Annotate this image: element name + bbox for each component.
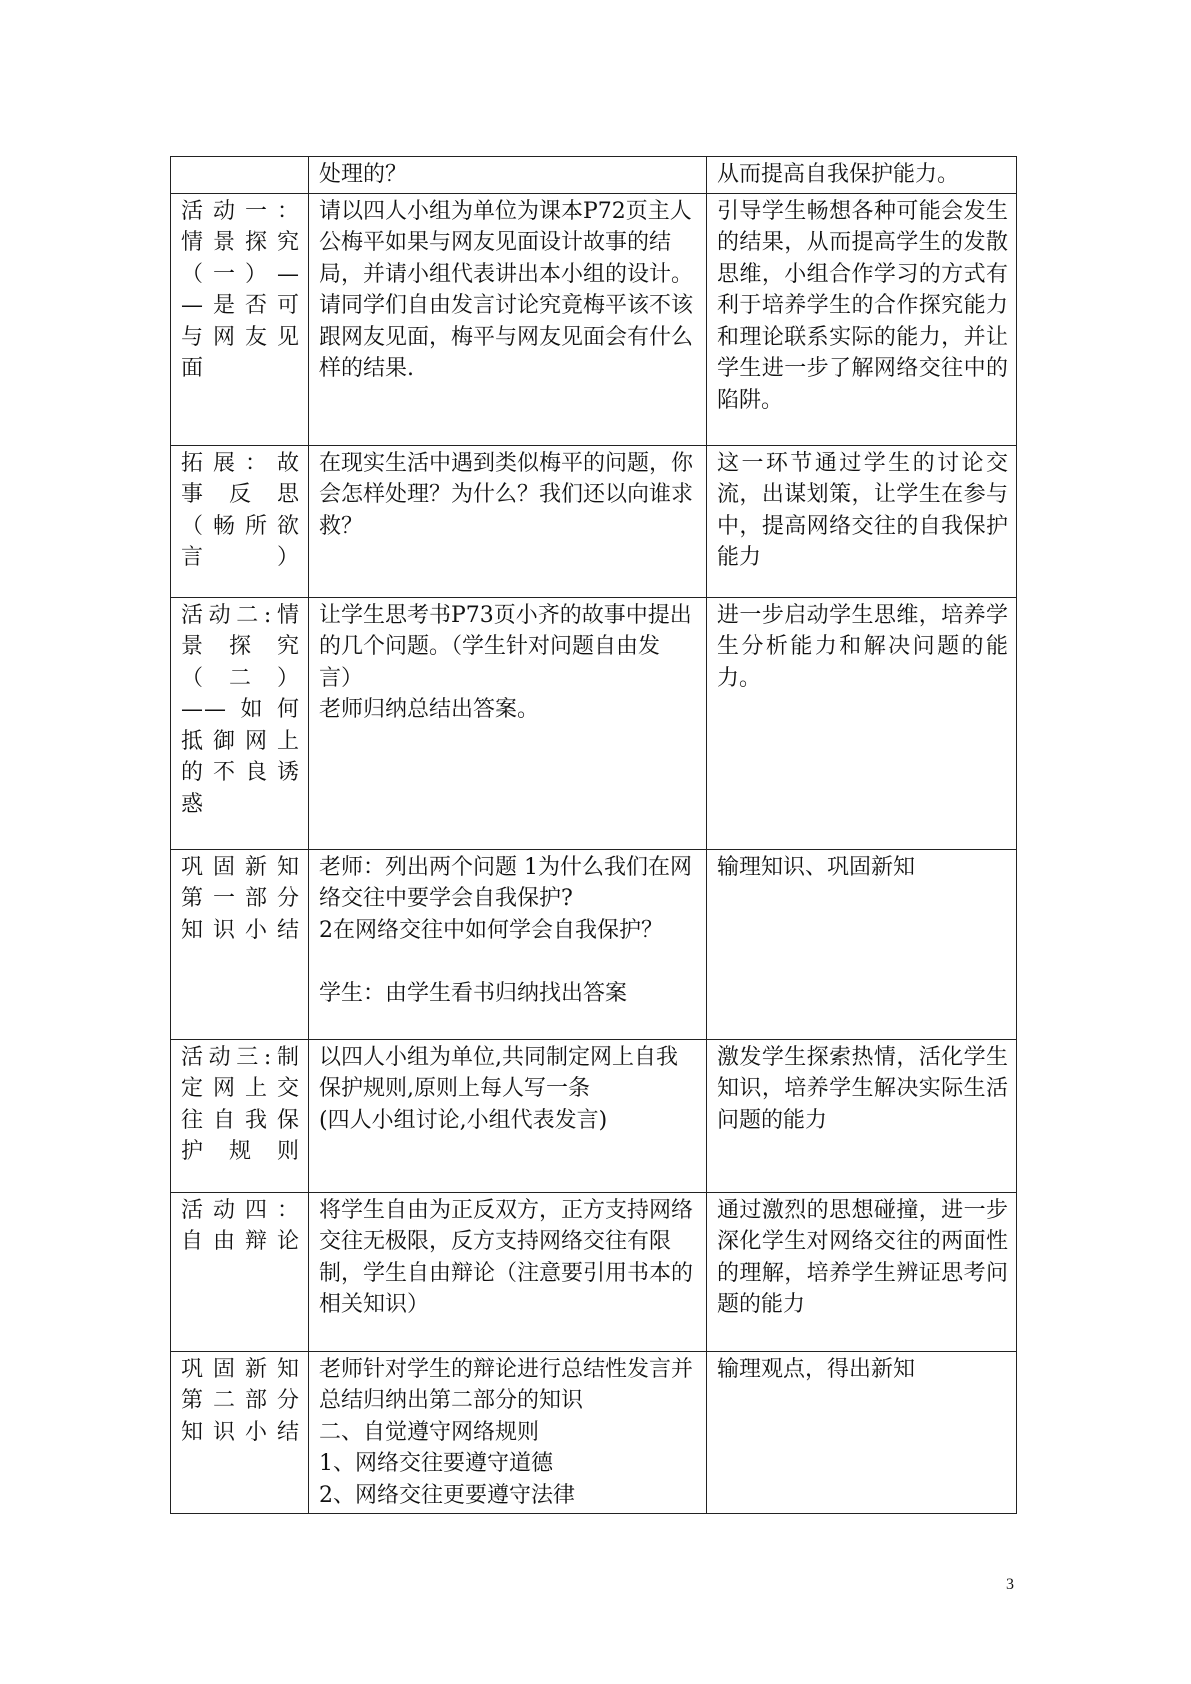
intent-cell: 进一步启动学生思维，培养学生分析能力和解决问题的能力。: [707, 597, 1017, 849]
stage-cell: 巩固新知 第二部分 知识小结: [171, 1351, 309, 1514]
activity-cell: 让学生思考书P73页小齐的故事中提出的几个问题。（学生针对问题自由发言） 老师归纳总结出答案。: [309, 597, 707, 849]
stage-cell: 巩固新知 第一部分 知识小结: [171, 849, 309, 1039]
lesson-plan-table: [170, 156, 1017, 1514]
activity-cell: 请以四人小组为单位为课本P72页主人公梅平如果与网友见面设计故事的结局，并请小组代表讲出本小组的设计。 请同学们自由发言讨论究竟梅平该不该跟网友见面，梅平与网友见面会有什么样的结果.: [309, 193, 707, 445]
stage-cell: 活动四： 自由辩论: [171, 1192, 309, 1351]
table-row: [171, 1192, 1017, 1351]
intent-cell: 激发学生探索热情，活化学生知识，培养学生解决实际生活问题的能力: [707, 1039, 1017, 1192]
stage-cell: 活动三:制 定网上交 往自我保 护规则: [171, 1039, 309, 1192]
activity-cell: 以四人小组为单位,共同制定网上自我保护规则,原则上每人写一条 (四人小组讨论,小组代表发言): [309, 1039, 707, 1192]
intent-cell: 通过激烈的思想碰撞，进一步深化学生对网络交往的两面性的理解，培养学生辨证思考问题的能力: [707, 1192, 1017, 1351]
intent-cell: 输理观点，得出新知: [707, 1351, 1017, 1514]
intent-cell: 引导学生畅想各种可能会发生的结果，从而提高学生的发散思维，小组合作学习的方式有利于培养学生的合作探究能力和理论联系实际的能力，并让学生进一步了解网络交往中的陷阱。: [707, 193, 1017, 445]
table-row: [171, 1351, 1017, 1514]
intent-cell: 从而提高自我保护能力。: [707, 157, 1017, 194]
stage-cell: 拓展：故 事 反 思 （畅所欲 言）: [171, 445, 309, 597]
intent-cell: 这一环节通过学生的讨论交流，出谋划策，让学生在参与中，提高网络交往的自我保护能力: [707, 445, 1017, 597]
activity-cell: 将学生自由为正反双方，正方支持网络交往无极限，反方支持网络交往有限制，学生自由辩论（注意要引用书本的相关知识）: [309, 1192, 707, 1351]
table-row: [171, 445, 1017, 597]
stage-cell: [171, 157, 309, 194]
activity-cell: 在现实生活中遇到类似梅平的问题，你会怎样处理？为什么？我们还以向谁求救？: [309, 445, 707, 597]
table-row: [171, 597, 1017, 849]
stage-cell: 活动二:情 景 探 究 （二） ——如何 抵御网上 的不良诱 惑: [171, 597, 309, 849]
activity-cell: 处理的？: [309, 157, 707, 194]
activity-cell: 老师：列出两个问题 1为什么我们在网络交往中要学会自我保护? 2在网络交往中如何学会自我保护？ 学生：由学生看书归纳找出答案: [309, 849, 707, 1039]
activity-cell: 老师针对学生的辩论进行总结性发言并总结归纳出第二部分的知识 二、自觉遵守网络规则 1、网络交往要遵守道德 2、网络交往更要遵守法律: [309, 1351, 707, 1514]
table-row: [171, 193, 1017, 445]
intent-cell: 输理知识、巩固新知: [707, 849, 1017, 1039]
page-number: 3: [1006, 1576, 1014, 1593]
table-row: [171, 157, 1017, 194]
stage-cell: 活动一： 情景探究 （一）— —是否可 与网友见 面: [171, 193, 309, 445]
table-row: [171, 1039, 1017, 1192]
table-row: [171, 849, 1017, 1039]
